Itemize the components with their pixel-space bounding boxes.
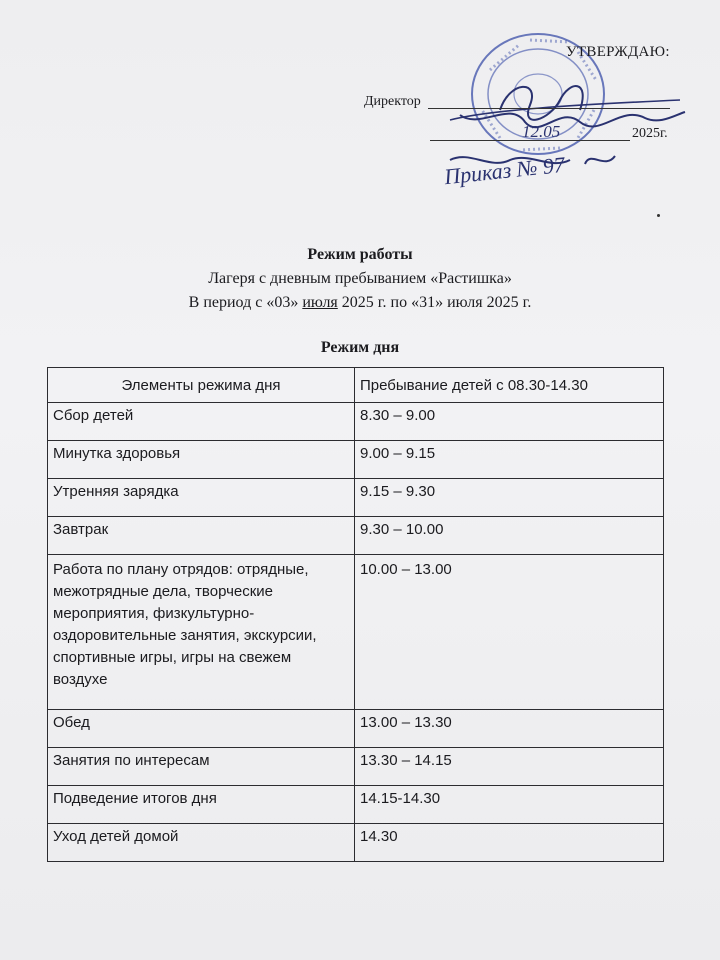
table-row	[48, 824, 664, 862]
row-time: 14.30	[355, 824, 664, 862]
row-element: Обед	[48, 710, 355, 748]
schedule-table	[47, 367, 664, 862]
ink-dot	[657, 214, 660, 217]
handwritten-order: Приказ № 97	[442, 151, 566, 190]
table-row	[48, 403, 664, 441]
period-text-end: 2025 г. по «31» июля 2025 г.	[337, 294, 532, 311]
period-month: июля	[302, 294, 338, 311]
handwritten-date: 12.05	[522, 122, 561, 141]
row-element: Сбор детей	[48, 403, 355, 441]
table-row	[48, 710, 664, 748]
table-header-row	[48, 368, 664, 403]
table-row	[48, 555, 664, 710]
table-row	[48, 441, 664, 479]
row-element: Подведение итогов дня	[48, 786, 355, 824]
row-time: 9.30 – 10.00	[355, 517, 664, 555]
row-element: Уход детей домой	[48, 824, 355, 862]
year-label: 2025г.	[632, 126, 668, 141]
header-elements: Элементы режима дня	[48, 368, 355, 403]
row-time: 9.00 – 9.15	[355, 441, 664, 479]
row-time: 13.00 – 13.30	[355, 710, 664, 748]
header-stay: Пребывание детей с 08.30-14.30	[355, 368, 664, 403]
row-element: Завтрак	[48, 517, 355, 555]
row-time: 8.30 – 9.00	[355, 403, 664, 441]
period-line	[0, 294, 720, 312]
approve-label: УТВЕРЖДАЮ:	[566, 44, 670, 60]
date-line	[430, 140, 630, 141]
camp-name: Лагеря с дневным пребыванием «Растишка»	[208, 270, 512, 287]
row-element: Минутка здоровья	[48, 441, 355, 479]
row-time: 13.30 – 14.15	[355, 748, 664, 786]
row-time: 10.00 – 13.00	[355, 555, 664, 710]
row-element: Работа по плану отрядов: отрядные, межотрядные дела, творческие мероприятия, физкультурно-оздоровительные занятия, экскурсии, спортивные игры, игры на свежем воздухе	[48, 555, 355, 710]
table-row	[48, 786, 664, 824]
signature-line	[428, 108, 670, 109]
row-element: Занятия по интересам	[48, 748, 355, 786]
table-row	[48, 748, 664, 786]
period-text-start: В период с «03»	[188, 294, 303, 311]
page-title: Режим работы	[307, 246, 413, 263]
row-time: 9.15 – 9.30	[355, 479, 664, 517]
day-schedule-title: Режим дня	[320, 339, 400, 356]
table-row	[48, 479, 664, 517]
director-label: Директор	[364, 94, 421, 109]
table-row	[48, 517, 664, 555]
row-element: Утренняя зарядка	[48, 479, 355, 517]
row-time: 14.15-14.30	[355, 786, 664, 824]
